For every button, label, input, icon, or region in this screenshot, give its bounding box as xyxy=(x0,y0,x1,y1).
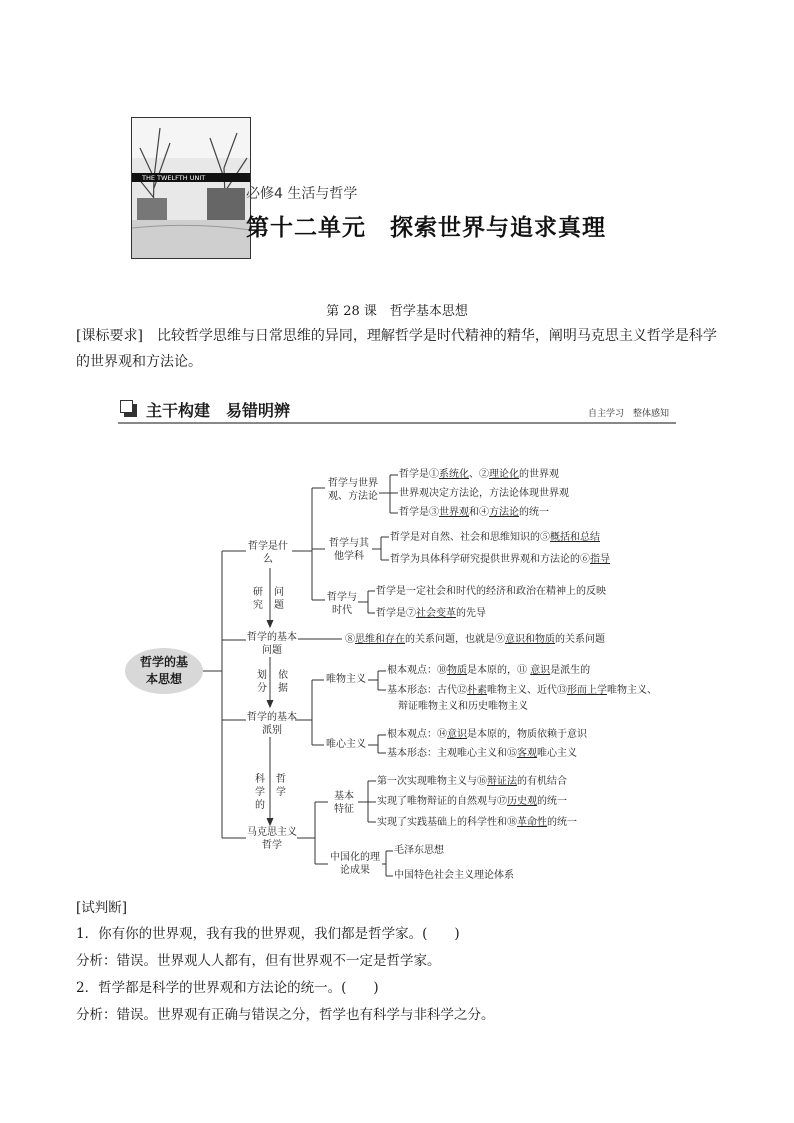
basic-question-detail: ⑧思维和存在的关系问题，也就是⑨意识和物质的关系问题 xyxy=(345,634,605,645)
label-basis: 依据 xyxy=(278,670,288,694)
mindmap-root xyxy=(125,648,203,694)
lesson-title: 第 28 课 哲学基本思想 xyxy=(326,304,468,319)
unit-title: 第十二单元 探索世界与追求真理 xyxy=(246,215,606,241)
china-item-2: 中国特色社会主义理论体系 xyxy=(394,870,514,881)
materialism-item-1: 根本观点：⑩物质是本原的，⑪ 意识是派生的 xyxy=(387,665,591,676)
branch-idealism: 唯心主义 xyxy=(326,739,366,750)
china-item-1: 毛泽东思想 xyxy=(394,845,444,856)
photo-caption: THE TWELFTH UNIT xyxy=(142,174,206,182)
feature-item-2: 实现了唯物辩证的自然观与⑰历史观的统一 xyxy=(377,796,567,807)
node-what-is-philosophy: 哲学是什么 xyxy=(248,541,288,565)
science-item-1: 哲学是对自然、社会和思维知识的⑤概括和总结 xyxy=(390,532,600,543)
idealism-item-2: 基本形态：主观唯心主义和⑮客观唯心主义 xyxy=(387,748,577,759)
judge-heading: [试判断] xyxy=(76,900,128,916)
label-research: 研究 xyxy=(253,587,263,611)
worldview-item-3: 哲学是③世界观和④方法论的统一 xyxy=(399,507,549,518)
branch-other-sciences: 哲学与其他学科 xyxy=(329,538,369,562)
root-label: 哲学的基本思想 xyxy=(139,655,188,686)
label-divide: 划分 xyxy=(257,670,267,694)
requirement-label: [课标要求] xyxy=(76,328,143,344)
branch-materialism: 唯物主义 xyxy=(326,674,366,685)
answer-2: 分析：错误。世界观有正确与错误之分，哲学也有科学与非科学之分。 xyxy=(76,1007,495,1023)
label-question: 问题 xyxy=(274,587,284,611)
era-item-2: 哲学是⑦社会变革的先导 xyxy=(376,608,486,619)
era-item-1: 哲学是一定社会和时代的经济和政治在精神上的反映 xyxy=(376,586,606,597)
idealism-item-1: 根本观点：⑭意识是本原的，物质依赖于意识 xyxy=(387,729,587,740)
section-subtitle: 自主学习 整体感知 xyxy=(588,409,670,419)
worldview-item-1: 哲学是①系统化、②理论化的世界观 xyxy=(399,469,559,480)
branch-worldview: 哲学与世界观、方法论 xyxy=(328,478,378,502)
node-schools: 哲学的基本派别 xyxy=(247,712,297,736)
label-philosophy: 哲学 xyxy=(276,774,286,798)
materialism-item-2: 基本形态：古代⑫朴素唯物主义、近代⑬形而上学唯物主义、 xyxy=(387,685,657,696)
question-2: 2．哲学都是科学的世界观和方法论的统一。( ) xyxy=(76,980,379,996)
answer-1: 分析：错误。世界观人人都有，但有世界观不一定是哲学家。 xyxy=(76,953,441,969)
feature-item-1: 第一次实现唯物主义与⑯辩证法的有机结合 xyxy=(377,776,567,787)
question-1: 1．你有你的世界观，我有我的世界观，我们都是哲学家。( ) xyxy=(76,926,460,942)
feature-item-3: 实现了实践基础上的科学性和⑱革命性的统一 xyxy=(377,817,577,828)
branch-china: 中国化的理论成果 xyxy=(330,852,380,876)
worldview-item-2: 世界观决定方法论，方法论体现世界观 xyxy=(399,488,569,499)
node-marxist-philosophy: 马克思主义哲学 xyxy=(247,827,297,851)
branch-features: 基本特征 xyxy=(334,791,354,815)
node-basic-question: 哲学的基本问题 xyxy=(247,632,297,656)
branch-era: 哲学与时代 xyxy=(327,592,357,616)
science-item-2: 哲学为具体科学研究提供世界观和方法论的⑥指导 xyxy=(390,554,610,565)
subject-label: 必修4 生活与哲学 xyxy=(246,186,358,202)
label-scientific: 科学的 xyxy=(255,774,265,811)
section-title: 主干构建 易错明辨 xyxy=(146,401,291,420)
materialism-item-3: 辩证唯物主义和历史唯物主义 xyxy=(398,701,528,712)
requirement-text: 比较哲学思维与日常思维的异同，理解哲学是时代精神的精华，阐明马克思主义哲学是科学的世界观和方法论。 xyxy=(76,328,717,370)
